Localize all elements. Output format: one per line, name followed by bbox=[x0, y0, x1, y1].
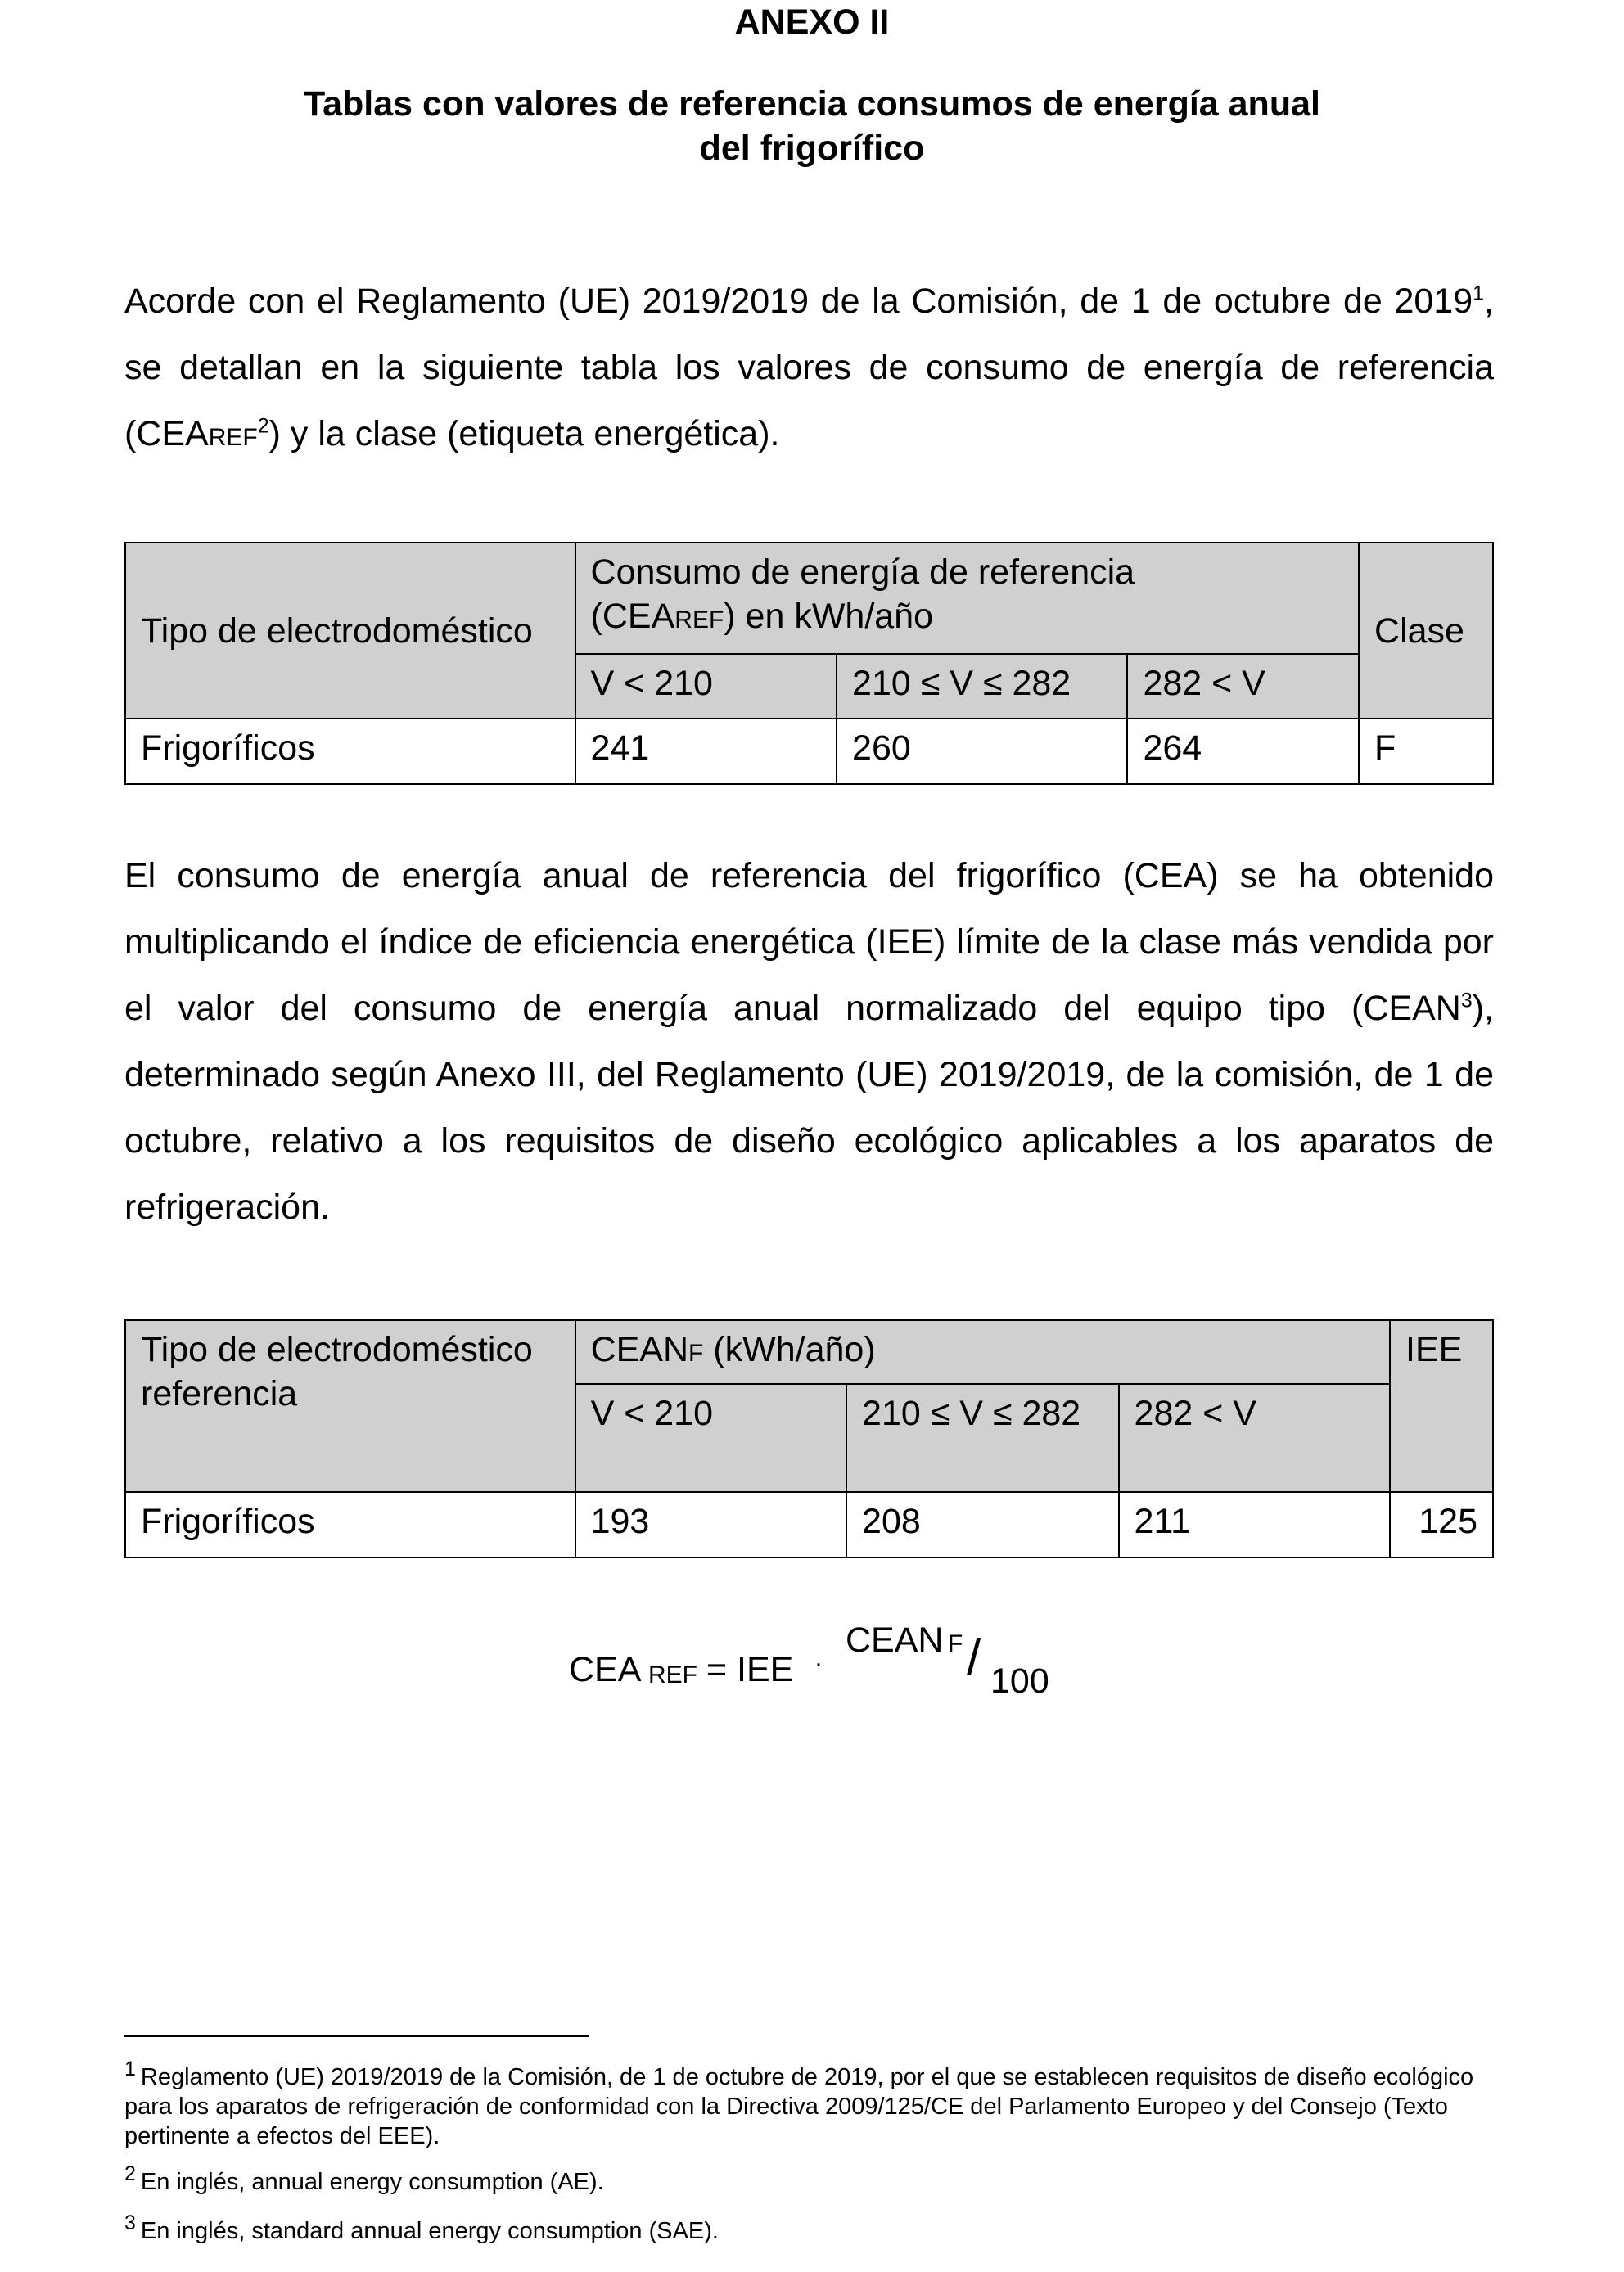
cell-class: F bbox=[1359, 719, 1493, 784]
method-text-part1: El consumo de energía anual de referencia del frigorífico (CEA) se ha obtenido multiplicando el índice de eficiencia energética (IEE) límite de la clase más vendida por el valor del consumo de energía anual normalizado del equipo tipo (CEAN bbox=[124, 856, 1494, 1028]
intro-text-part3: ) y la clase (etiqueta energética). bbox=[268, 414, 780, 453]
formula-lhs-subscript: REF bbox=[648, 1661, 697, 1688]
cell-appliance: Frigoríficos bbox=[125, 1492, 575, 1557]
header-cean-post: (kWh/año) bbox=[703, 1330, 876, 1369]
header-iee: IEE bbox=[1390, 1320, 1493, 1492]
subheader-v-gt-282: 282 < V bbox=[1119, 1384, 1390, 1492]
formula-slash: / bbox=[967, 1630, 981, 1686]
header-class: Clase bbox=[1359, 543, 1493, 719]
subheader-v-lt-210: V < 210 bbox=[575, 1384, 846, 1492]
header-cean-pre: CEAN bbox=[590, 1330, 689, 1369]
footnote-1 bbox=[124, 2058, 1494, 2151]
method-text-part2: ), determinado según Anexo III, del Reglamento (UE) 2019/2019, de la comisión, de 1 de octubre, relativo a los requisitos de diseño ecológico aplicables a los aparatos de refrigeración. bbox=[124, 989, 1494, 1227]
header-reference-consumption bbox=[575, 543, 1359, 654]
intro-text-part2: , se detallan en la siguiente tabla los valores de consumo de energía de referencia (CEA bbox=[124, 282, 1494, 453]
intro-ref-subscript: REF bbox=[208, 424, 258, 451]
method-paragraph bbox=[124, 843, 1494, 1241]
cell-value: 211 bbox=[1119, 1492, 1390, 1557]
footnote-ref-3[interactable]: 3 bbox=[1460, 989, 1473, 1012]
formula-dot: · bbox=[814, 1650, 823, 1677]
footnote-ref-2[interactable]: 2 bbox=[257, 414, 269, 438]
subheader-v-210-282: 210 ≤ V ≤ 282 bbox=[846, 1384, 1118, 1492]
formula-numerator-subscript: F bbox=[948, 1630, 963, 1657]
header-cean-subscript: F bbox=[688, 1340, 704, 1367]
header-consumption-pre: (CEA bbox=[590, 597, 675, 636]
section-title-line1: Tablas con valores de referencia consumos de energía anual bbox=[304, 84, 1320, 124]
cell-value: 193 bbox=[575, 1492, 846, 1557]
cell-value: 264 bbox=[1127, 719, 1359, 784]
footnote-text: En inglés, annual energy consumption (AE). bbox=[140, 2169, 604, 2195]
footnote-3 bbox=[124, 2211, 1494, 2246]
footnote-2 bbox=[124, 2162, 1494, 2197]
reference-consumption-table bbox=[124, 542, 1494, 785]
subheader-v-210-282: 210 ≤ V ≤ 282 bbox=[837, 654, 1127, 719]
subheader-v-lt-210: V < 210 bbox=[575, 654, 837, 719]
cell-iee: 125 bbox=[1390, 1492, 1493, 1557]
table-row bbox=[125, 719, 1493, 784]
header-appliance-type: Tipo de electrodoméstico referencia bbox=[125, 1320, 575, 1492]
header-consumption-post: ) en kWh/año bbox=[724, 597, 934, 636]
cell-value: 260 bbox=[837, 719, 1127, 784]
footnote-number: 3 bbox=[124, 2211, 136, 2235]
formula-equals-iee: = IEE bbox=[706, 1650, 794, 1689]
header-consumption-line1: Consumo de energía de referencia bbox=[590, 552, 1135, 592]
cell-value: 241 bbox=[575, 719, 837, 784]
section-title bbox=[0, 82, 1624, 170]
footnote-divider bbox=[124, 2035, 589, 2037]
footnote-ref-1[interactable]: 1 bbox=[1473, 282, 1485, 305]
standard-consumption-table bbox=[124, 1319, 1494, 1558]
footnote-text: En inglés, standard annual energy consumption (SAE). bbox=[140, 2218, 719, 2244]
formula-denominator: 100 bbox=[990, 1661, 1049, 1701]
footnote-number: 2 bbox=[124, 2162, 136, 2186]
annex-title: ANEXO II bbox=[734, 2, 890, 42]
cea-ref-formula bbox=[569, 1621, 1142, 1711]
subheader-v-gt-282: 282 < V bbox=[1127, 654, 1359, 719]
formula-lhs: CEA bbox=[569, 1650, 642, 1689]
intro-paragraph bbox=[124, 268, 1494, 471]
table-row bbox=[125, 1492, 1493, 1557]
section-title-line2: del frigorífico bbox=[699, 128, 925, 168]
formula-numerator: CEAN bbox=[846, 1621, 944, 1660]
intro-text-part1: Acorde con el Reglamento (UE) 2019/2019 de la Comisión, de 1 de octubre de 2019 bbox=[124, 282, 1473, 321]
footnote-number: 1 bbox=[124, 2058, 136, 2081]
header-cean bbox=[575, 1320, 1390, 1384]
header-appliance-type: Tipo de electrodoméstico bbox=[125, 543, 575, 719]
header-consumption-subscript: REF bbox=[674, 606, 724, 633]
cell-value: 208 bbox=[846, 1492, 1118, 1557]
cell-appliance: Frigoríficos bbox=[125, 719, 575, 784]
footnote-text: Reglamento (UE) 2019/2019 de la Comisión, de 1 de octubre de 2019, por el que se establecen requisitos de diseño ecológico para los aparatos de refrigeración de conformidad con la Directiva 2009/125/CE del Parlamento Europeo y del Consejo (Texto pertinente a efectos del EEE). bbox=[124, 2064, 1474, 2149]
